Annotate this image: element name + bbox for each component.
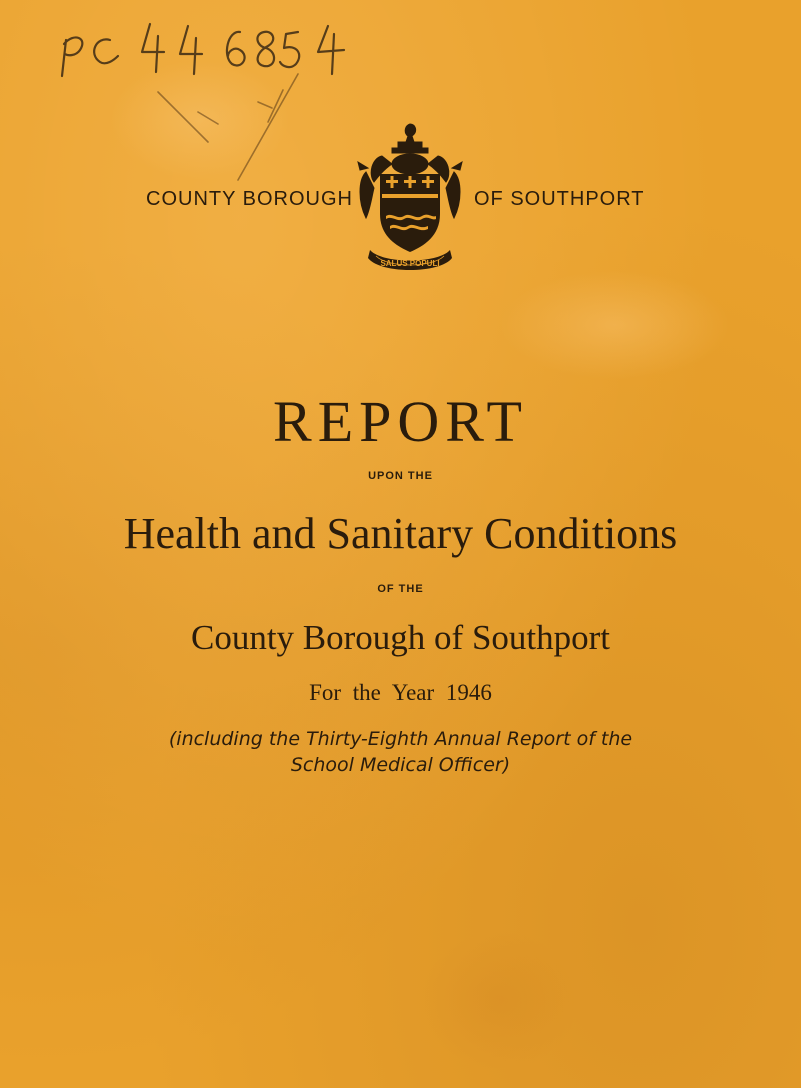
crest-motto: SALUS POPULI — [380, 259, 440, 268]
including-note-line-1: (including the Thirty-Eighth Annual Report of the — [168, 728, 633, 750]
report-year: For the Year 1946 — [309, 680, 492, 705]
including-note-line-2: School Medical Officer) — [290, 754, 511, 776]
upon-the-label: UPON THE — [368, 470, 433, 482]
report-subject: Health and Sanitary Conditions — [123, 509, 678, 558]
paper-stain — [420, 930, 580, 1070]
coat-of-arms — [352, 118, 468, 278]
of-the-label: OF THE — [377, 583, 424, 595]
borough-name: County Borough of Southport — [190, 618, 611, 657]
header-of-southport: OF SOUTHPORT — [474, 188, 645, 210]
handwritten-accession-note — [58, 12, 358, 182]
report-title: REPORT — [273, 389, 528, 454]
paper-stain — [500, 270, 730, 380]
including-note — [0, 726, 801, 778]
header-county-borough: COUNTY BOROUGH — [146, 188, 353, 210]
